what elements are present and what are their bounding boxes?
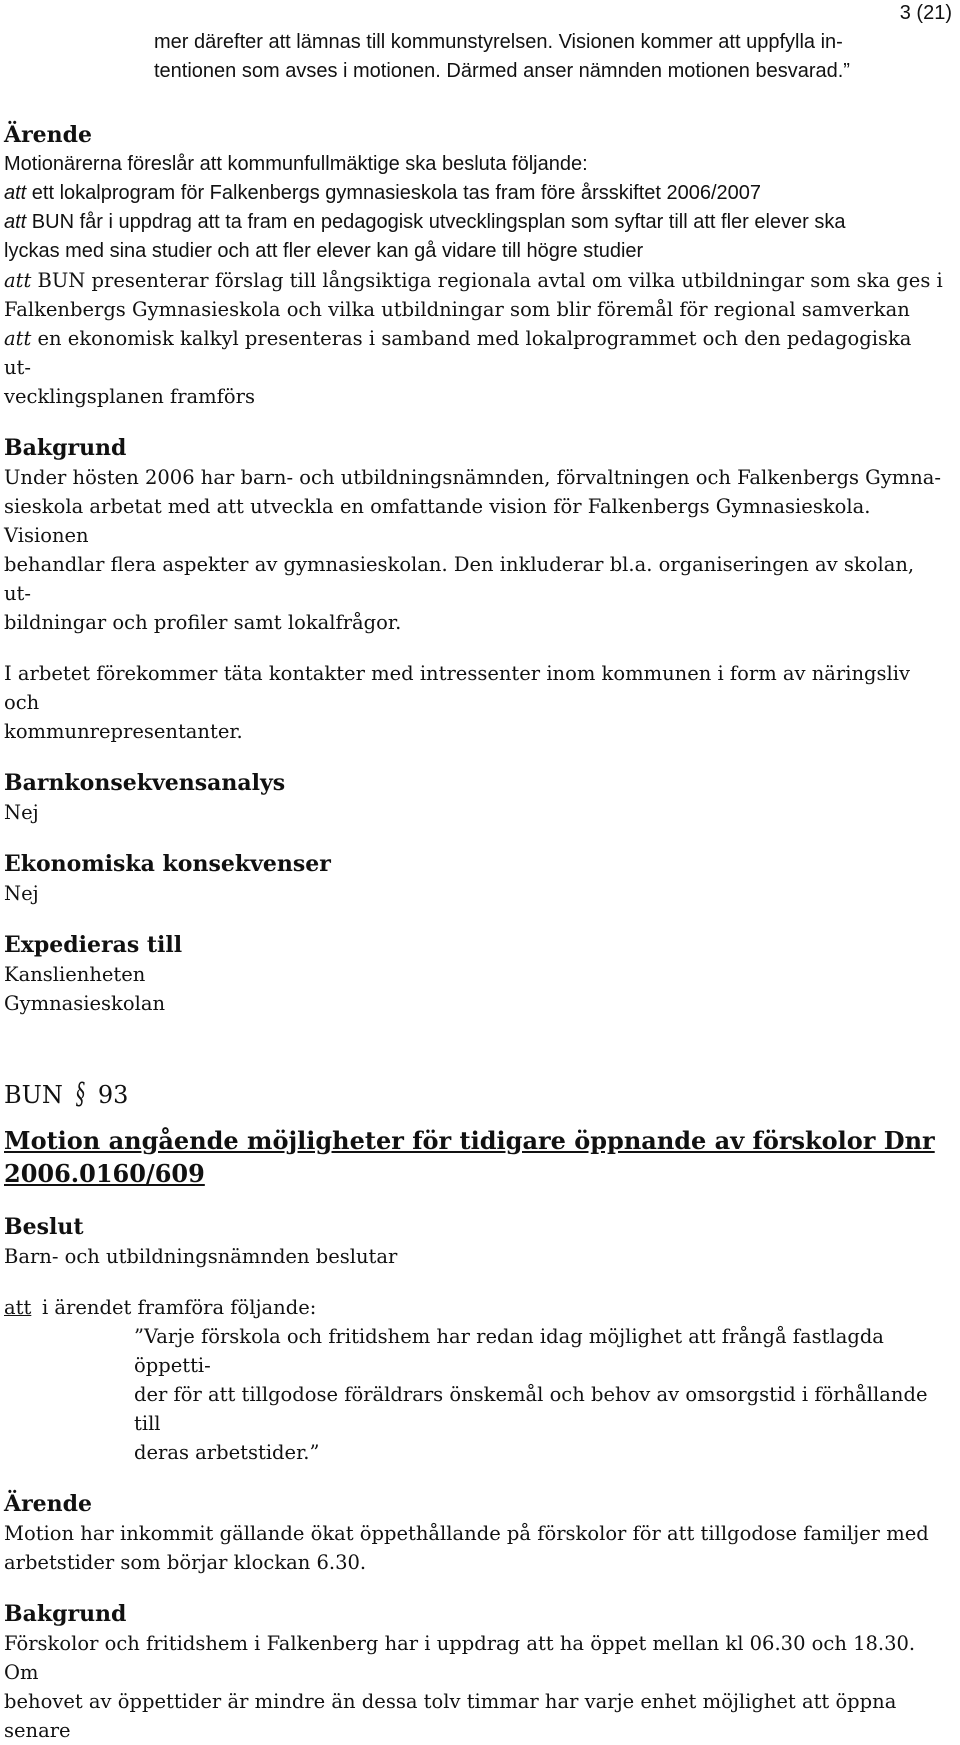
section-arende-1: [4, 120, 944, 411]
att-item: [4, 208, 944, 237]
text-line: Förskolor och fritidshem i Falkenberg har i uppdrag att ha öppet mellan kl 06.30 och 18.30. Om: [4, 1632, 916, 1684]
text-line: der för att tillgodose föräldrars önskemål och behov av omsorgstid i förhållande till: [134, 1383, 928, 1435]
section-sign-icon: §: [75, 1077, 85, 1112]
text-line: behovet av öppettider är mindre än dessa tolv timmar har varje enhet möjlighet att öppna senare: [4, 1690, 897, 1742]
section-ekonomiska-konsekvenser: [4, 849, 944, 908]
section-barnkonsekvensanalys: [4, 768, 944, 827]
text-line: bildningar och profiler samt lokalfrågor.: [4, 611, 402, 634]
att-item-text: ett lokalprogram för Falkenbergs gymnasieskola tas fram före årsskiftet 2006/2007: [26, 182, 762, 204]
section-heading: Bakgrund: [4, 435, 127, 461]
att-word: att: [4, 269, 32, 292]
text-line: Motionärerna föreslår att kommunfullmäktige ska besluta följande:: [4, 153, 588, 175]
att-item: [4, 1293, 944, 1322]
text-line: Motion har inkommit gällande ökat öppethållande på förskolor för att tillgodose familjer med: [4, 1522, 929, 1545]
text-line: tentionen som avses i motionen. Därmed anser nämnden motionen besvarad.”: [154, 60, 850, 82]
att-item-text: BUN presenterar förslag till långsiktiga regionala avtal om vilka utbildningar som ska ges i: [31, 269, 943, 292]
section-heading: Ärende: [4, 122, 93, 148]
text-line: mer därefter att lämnas till kommunstyrelsen. Visionen kommer att uppfylla in-: [154, 31, 843, 53]
att-item: [4, 266, 944, 295]
section-expedieras-till: [4, 930, 944, 1018]
recipient: Gymnasieskolan: [4, 992, 166, 1015]
recipient: Kanslienheten: [4, 963, 146, 986]
att-item: [4, 324, 944, 382]
att-word: att: [4, 211, 27, 233]
text-line: kommunrepresentanter.: [4, 720, 243, 743]
intro-quote-end: [4, 28, 944, 86]
att-item-text: BUN får i uppdrag att ta fram en pedagogisk utvecklingsplan som syftar till att fler elever ska: [26, 211, 846, 233]
section-heading: Ekonomiska konsekvenser: [4, 851, 331, 877]
att-item: [4, 382, 944, 411]
paragraph-number: [4, 1077, 944, 1112]
att-word: att: [4, 1296, 32, 1319]
section-bakgrund-2: [4, 1599, 944, 1745]
text-line: sieskola arbetat med att utveckla en omfattande vision för Falkenbergs Gymnasieskola. Visionen: [4, 495, 871, 547]
section-heading: Ärende: [4, 1491, 93, 1517]
section-arende-2: [4, 1489, 944, 1577]
att-item-text: i ärendet framföra följande:: [42, 1296, 317, 1319]
section-heading: Bakgrund: [4, 1601, 127, 1627]
section-heading: Expedieras till: [4, 932, 183, 958]
att-item: [4, 237, 944, 266]
text-line: Under hösten 2006 har barn- och utbildningsnämnden, förvaltningen och Falkenbergs Gymna-: [4, 466, 942, 489]
text-line: behandlar flera aspekter av gymnasieskolan. Den inkluderar bl.a. organiseringen av skolan, ut-: [4, 553, 915, 605]
att-item-text: vecklingsplanen framförs: [4, 385, 255, 408]
motion-title: Motion angående möjligheter för tidigare öppnande av förskolor Dnr: [4, 1126, 935, 1155]
bun-number: 93: [97, 1081, 129, 1109]
section-value: Nej: [4, 801, 39, 824]
text-line: ”Varje förskola och fritidshem har redan idag möjlighet att frångå fastlagda öppetti-: [134, 1325, 884, 1377]
att-word: att: [4, 327, 32, 350]
page-number: 3 (21): [899, 2, 952, 24]
section-beslut: [4, 1212, 944, 1467]
text-line: Barn- och utbildningsnämnden beslutar: [4, 1245, 398, 1268]
section-heading: Barnkonsekvensanalys: [4, 770, 286, 796]
document-body: [4, 28, 944, 1745]
bun-label: BUN: [4, 1081, 63, 1109]
section-heading: Beslut: [4, 1214, 84, 1240]
section-value: Nej: [4, 882, 39, 905]
att-item-text: lyckas med sina studier och att fler elever kan gå vidare till högre studier: [4, 240, 644, 262]
att-item-text: Falkenbergs Gymnasieskola och vilka utbildningar som blir föremål för regional samverkan: [4, 298, 910, 321]
att-word: att: [4, 182, 27, 204]
att-item: [4, 295, 944, 324]
att-item: [4, 179, 944, 208]
att-item-text: en ekonomisk kalkyl presenteras i samband med lokalprogrammet och den pedagogiska ut-: [4, 327, 912, 379]
text-line: arbetstider som börjar klockan 6.30.: [4, 1551, 367, 1574]
text-line: deras arbetstider.”: [134, 1441, 320, 1464]
decision-quote: [4, 1322, 944, 1467]
section-bakgrund-1: [4, 433, 944, 746]
motion-title-dnr: 2006.0160/609: [4, 1159, 205, 1188]
text-line: I arbetet förekommer täta kontakter med intressenter inom kommunen i form av näringsliv och: [4, 662, 911, 714]
